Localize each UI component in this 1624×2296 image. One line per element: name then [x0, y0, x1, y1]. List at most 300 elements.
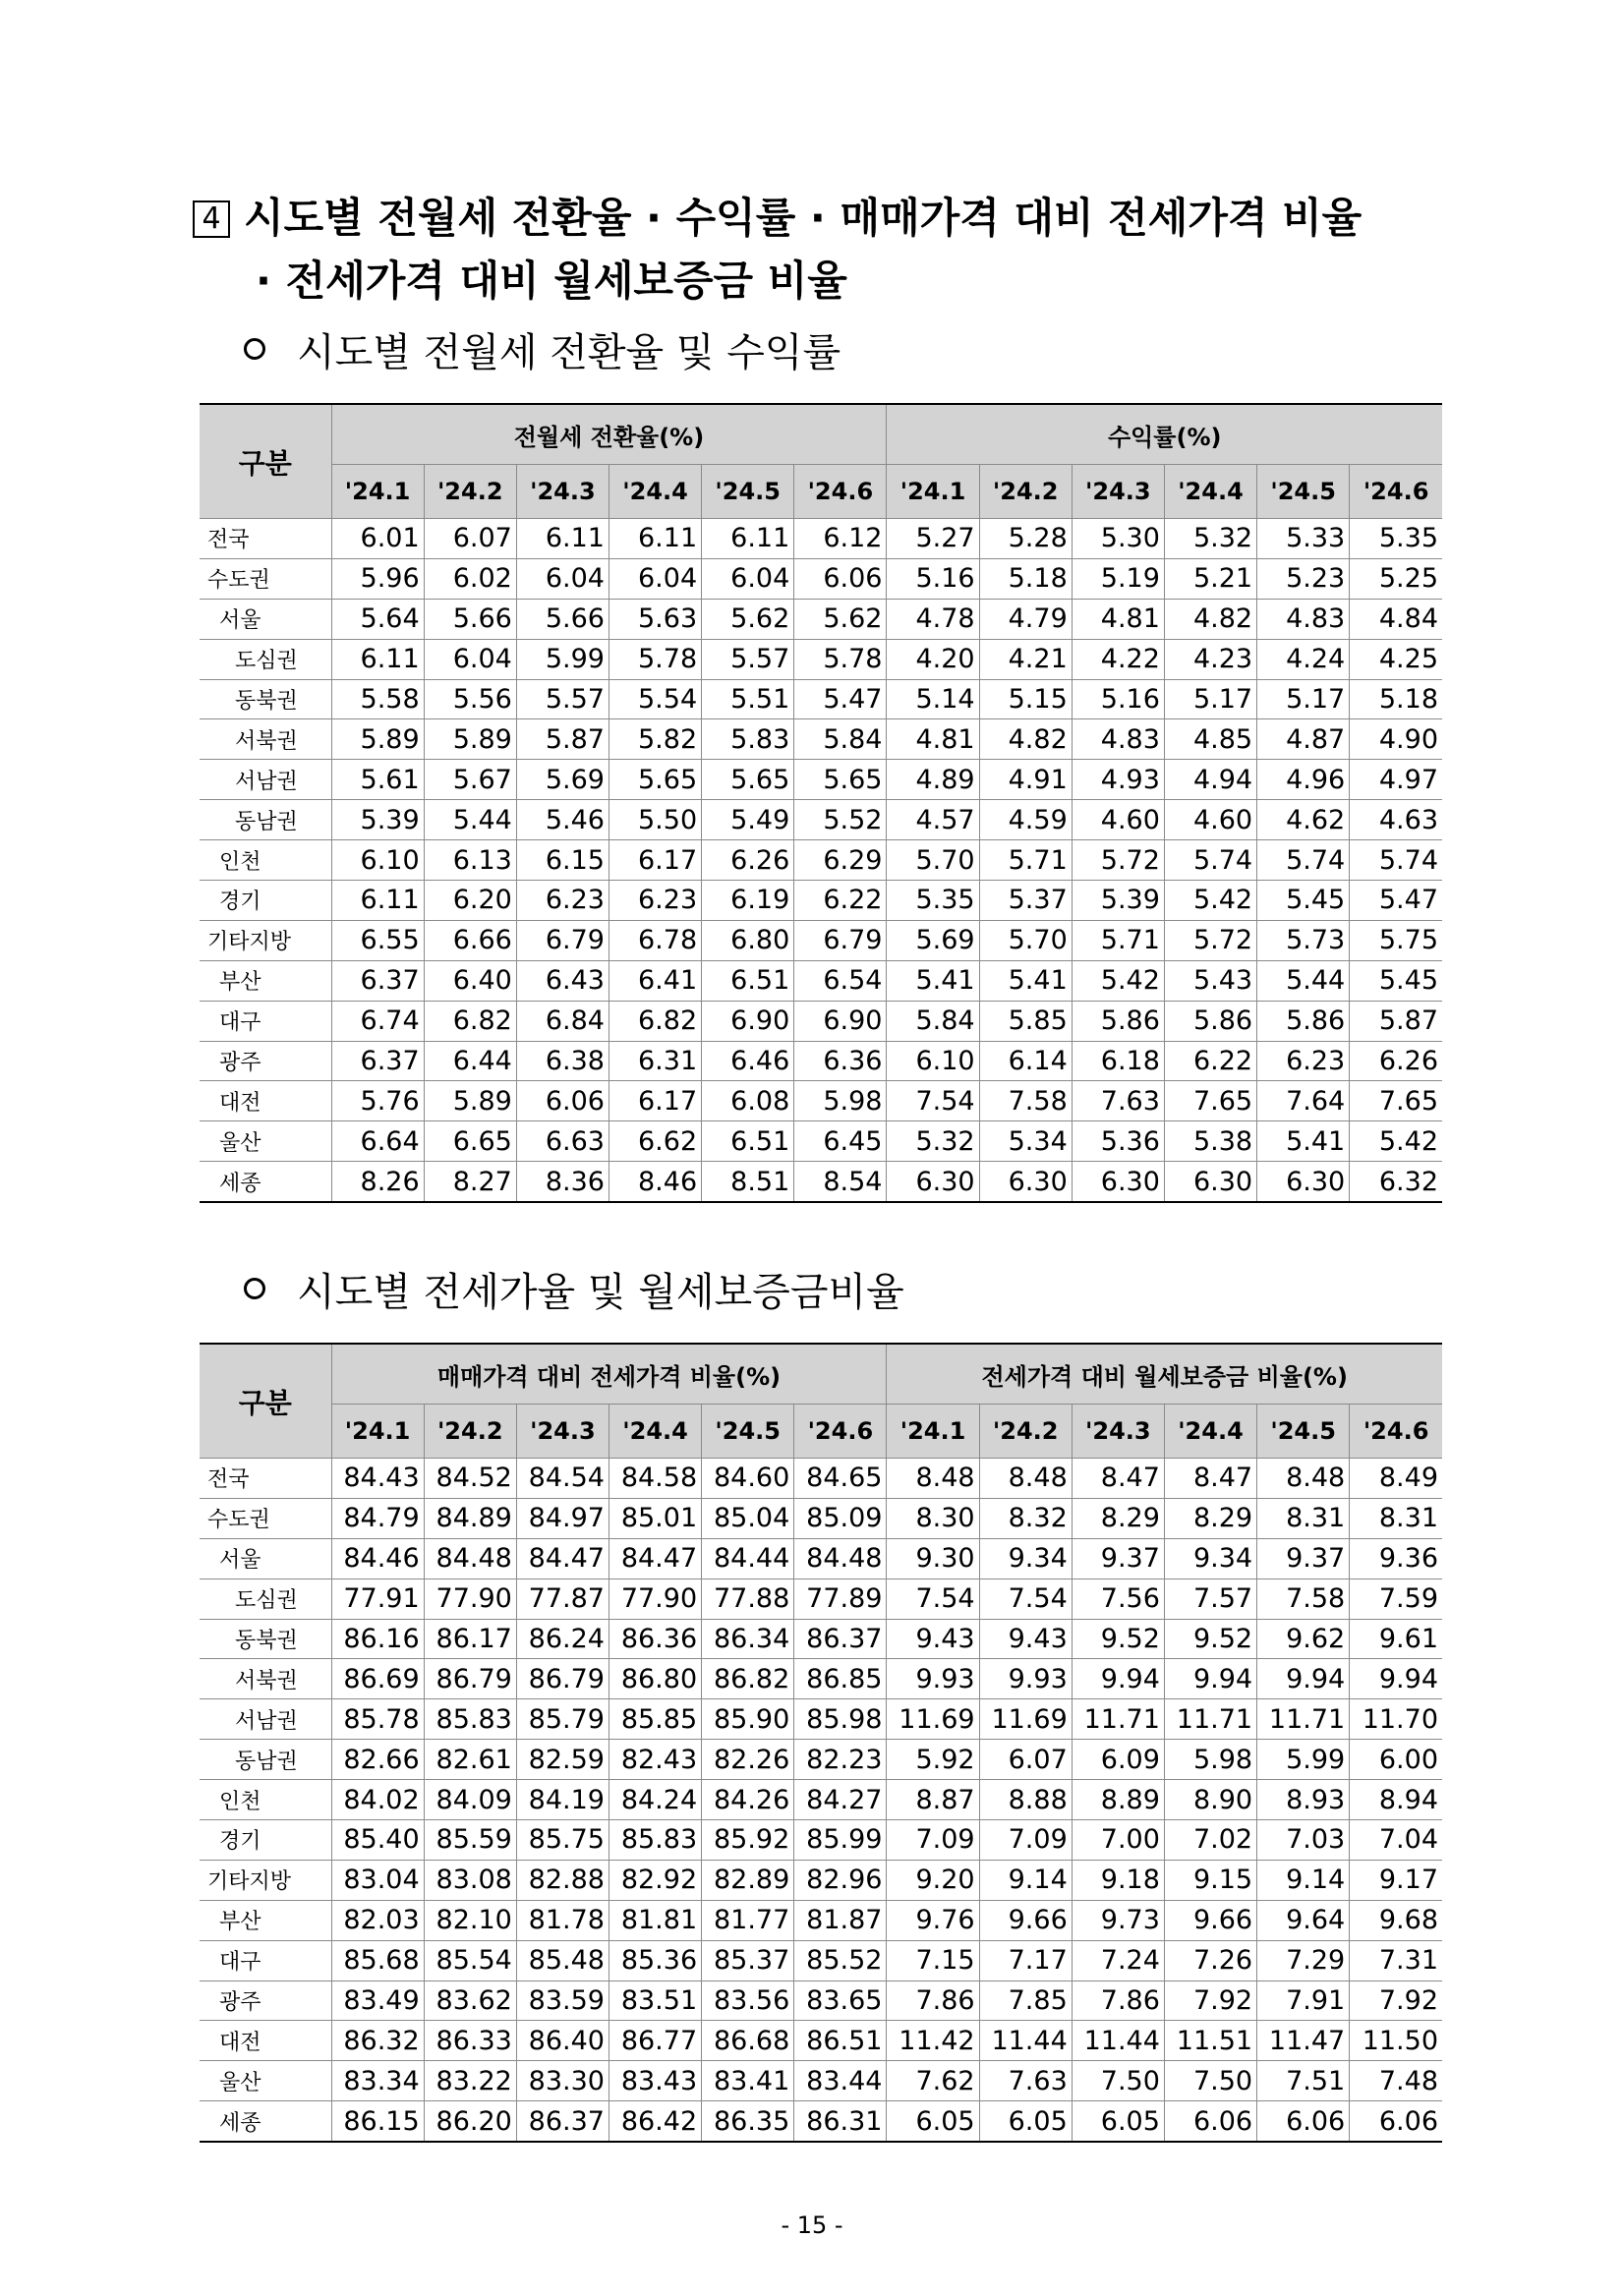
value-cell: 8.94 — [1350, 1780, 1442, 1820]
value-cell: 4.79 — [979, 599, 1072, 639]
value-cell: 6.90 — [794, 1001, 887, 1041]
value-cell: 4.81 — [887, 719, 979, 760]
value-cell: 85.83 — [424, 1699, 516, 1740]
value-cell: 86.82 — [702, 1659, 794, 1699]
table-row — [200, 1162, 1442, 1202]
group-header: 전월세 전환율(%) — [331, 404, 887, 465]
value-cell: 6.06 — [1164, 2101, 1256, 2142]
value-cell: 6.62 — [609, 1121, 701, 1162]
value-cell: 82.96 — [794, 1860, 887, 1900]
value-cell: 86.40 — [516, 2021, 609, 2061]
month-header: '24.1 — [331, 465, 424, 519]
month-header: '24.2 — [424, 1405, 516, 1459]
value-cell: 84.02 — [331, 1780, 424, 1820]
value-cell: 83.43 — [609, 2061, 701, 2101]
value-cell: 5.87 — [1350, 1001, 1442, 1041]
value-cell: 11.44 — [1072, 2021, 1164, 2061]
value-cell: 6.14 — [979, 1041, 1072, 1081]
month-header: '24.5 — [1257, 1405, 1350, 1459]
table-row — [200, 1940, 1442, 1980]
jeonse-ratio-table — [200, 1343, 1442, 2143]
value-cell: 8.88 — [979, 1780, 1072, 1820]
region-name: 도심권 — [200, 1578, 331, 1619]
region-name: 세종 — [200, 2101, 331, 2142]
value-cell: 11.71 — [1164, 1699, 1256, 1740]
value-cell: 8.48 — [1257, 1459, 1350, 1499]
value-cell: 7.54 — [979, 1578, 1072, 1619]
value-cell: 6.06 — [516, 1081, 609, 1121]
subtitle-conversion-rate — [244, 328, 841, 377]
value-cell: 84.19 — [516, 1780, 609, 1820]
value-cell: 6.00 — [1350, 1740, 1442, 1780]
value-cell: 5.66 — [516, 599, 609, 639]
value-cell: 86.16 — [331, 1619, 424, 1659]
value-cell: 85.92 — [702, 1820, 794, 1861]
value-cell: 82.61 — [424, 1740, 516, 1780]
value-cell: 83.44 — [794, 2061, 887, 2101]
value-cell: 83.41 — [702, 2061, 794, 2101]
region-name: 광주 — [200, 1041, 331, 1081]
value-cell: 6.04 — [516, 558, 609, 599]
month-header: '24.6 — [794, 465, 887, 519]
value-cell: 7.03 — [1257, 1820, 1350, 1861]
region-name: 동북권 — [200, 1619, 331, 1659]
value-cell: 8.29 — [1164, 1498, 1256, 1538]
value-cell: 5.38 — [1164, 1121, 1256, 1162]
value-cell: 7.92 — [1350, 1980, 1442, 2021]
value-cell: 4.24 — [1257, 639, 1350, 679]
value-cell: 4.59 — [979, 800, 1072, 840]
section-number-box: 4 — [193, 201, 230, 238]
value-cell: 5.17 — [1164, 679, 1256, 719]
table-row — [200, 1619, 1442, 1659]
region-name: 대구 — [200, 1940, 331, 1980]
value-cell: 4.25 — [1350, 639, 1442, 679]
value-cell: 9.14 — [1257, 1860, 1350, 1900]
value-cell: 5.23 — [1257, 558, 1350, 599]
value-cell: 6.10 — [331, 840, 424, 881]
value-cell: 5.89 — [424, 719, 516, 760]
group-header: 매매가격 대비 전세가격 비율(%) — [331, 1344, 887, 1405]
value-cell: 6.44 — [424, 1041, 516, 1081]
value-cell: 5.33 — [1257, 519, 1350, 559]
value-cell: 86.68 — [702, 2021, 794, 2061]
value-cell: 7.64 — [1257, 1081, 1350, 1121]
value-cell: 6.31 — [609, 1041, 701, 1081]
month-header: '24.6 — [794, 1405, 887, 1459]
value-cell: 7.63 — [979, 2061, 1072, 2101]
value-cell: 84.54 — [516, 1459, 609, 1499]
value-cell: 6.18 — [1072, 1041, 1164, 1081]
value-cell: 82.03 — [331, 1900, 424, 1940]
region-name: 울산 — [200, 1121, 331, 1162]
value-cell: 5.45 — [1350, 960, 1442, 1001]
value-cell: 6.10 — [887, 1041, 979, 1081]
value-cell: 8.32 — [979, 1498, 1072, 1538]
value-cell: 4.22 — [1072, 639, 1164, 679]
value-cell: 77.89 — [794, 1578, 887, 1619]
value-cell: 8.54 — [794, 1162, 887, 1202]
value-cell: 5.84 — [887, 1001, 979, 1041]
region-name: 부산 — [200, 1900, 331, 1940]
value-cell: 9.68 — [1350, 1900, 1442, 1940]
region-name: 인천 — [200, 1780, 331, 1820]
value-cell: 86.77 — [609, 2021, 701, 2061]
value-cell: 6.90 — [702, 1001, 794, 1041]
table-row — [200, 2021, 1442, 2061]
value-cell: 5.62 — [702, 599, 794, 639]
table-row — [200, 1001, 1442, 1041]
value-cell: 6.11 — [331, 881, 424, 921]
subtitle-text: 시도별 전세가율 및 월세보증금비율 — [297, 1270, 904, 1315]
region-name: 인천 — [200, 840, 331, 881]
value-cell: 9.36 — [1350, 1538, 1442, 1578]
value-cell: 6.84 — [516, 1001, 609, 1041]
value-cell: 5.39 — [1072, 881, 1164, 921]
value-cell: 84.60 — [702, 1459, 794, 1499]
table-row — [200, 920, 1442, 960]
value-cell: 7.86 — [1072, 1980, 1164, 2021]
value-cell: 5.44 — [424, 800, 516, 840]
month-header: '24.4 — [1164, 1405, 1256, 1459]
value-cell: 5.18 — [979, 558, 1072, 599]
value-cell: 6.02 — [424, 558, 516, 599]
value-cell: 5.74 — [1164, 840, 1256, 881]
value-cell: 6.82 — [424, 1001, 516, 1041]
value-cell: 9.93 — [979, 1659, 1072, 1699]
table-row — [200, 800, 1442, 840]
value-cell: 11.69 — [887, 1699, 979, 1740]
value-cell: 11.44 — [979, 2021, 1072, 2061]
value-cell: 6.41 — [609, 960, 701, 1001]
value-cell: 82.92 — [609, 1860, 701, 1900]
value-cell: 4.96 — [1257, 760, 1350, 800]
value-cell: 5.71 — [979, 840, 1072, 881]
value-cell: 5.34 — [979, 1121, 1072, 1162]
month-header: '24.1 — [887, 1405, 979, 1459]
value-cell: 5.65 — [702, 760, 794, 800]
value-cell: 5.67 — [424, 760, 516, 800]
value-cell: 5.69 — [516, 760, 609, 800]
region-name: 대전 — [200, 1081, 331, 1121]
value-cell: 5.46 — [516, 800, 609, 840]
table-row — [200, 1578, 1442, 1619]
value-cell: 6.05 — [979, 2101, 1072, 2142]
value-cell: 85.52 — [794, 1940, 887, 1980]
value-cell: 86.80 — [609, 1659, 701, 1699]
value-cell: 5.42 — [1350, 1121, 1442, 1162]
value-cell: 8.89 — [1072, 1780, 1164, 1820]
value-cell: 4.20 — [887, 639, 979, 679]
value-cell: 9.14 — [979, 1860, 1072, 1900]
table-row — [200, 679, 1442, 719]
value-cell: 82.23 — [794, 1740, 887, 1780]
value-cell: 77.88 — [702, 1578, 794, 1619]
value-cell: 6.38 — [516, 1041, 609, 1081]
value-cell: 77.87 — [516, 1578, 609, 1619]
month-header: '24.3 — [1072, 1405, 1164, 1459]
value-cell: 5.73 — [1257, 920, 1350, 960]
value-cell: 7.86 — [887, 1980, 979, 2021]
region-name: 전국 — [200, 1459, 331, 1499]
region-name: 동북권 — [200, 679, 331, 719]
value-cell: 77.90 — [609, 1578, 701, 1619]
value-cell: 6.04 — [609, 558, 701, 599]
value-cell: 8.90 — [1164, 1780, 1256, 1820]
value-cell: 86.37 — [794, 1619, 887, 1659]
value-cell: 82.89 — [702, 1860, 794, 1900]
value-cell: 5.47 — [1350, 881, 1442, 921]
value-cell: 4.62 — [1257, 800, 1350, 840]
value-cell: 5.28 — [979, 519, 1072, 559]
value-cell: 7.15 — [887, 1940, 979, 1980]
value-cell: 7.54 — [887, 1578, 979, 1619]
region-name: 서북권 — [200, 719, 331, 760]
value-cell: 83.04 — [331, 1860, 424, 1900]
value-cell: 4.63 — [1350, 800, 1442, 840]
value-cell: 8.30 — [887, 1498, 979, 1538]
value-cell: 5.65 — [609, 760, 701, 800]
value-cell: 6.79 — [794, 920, 887, 960]
value-cell: 8.27 — [424, 1162, 516, 1202]
value-cell: 8.36 — [516, 1162, 609, 1202]
value-cell: 5.89 — [331, 719, 424, 760]
value-cell: 9.94 — [1257, 1659, 1350, 1699]
value-cell: 6.23 — [609, 881, 701, 921]
value-cell: 85.09 — [794, 1498, 887, 1538]
value-cell: 9.94 — [1164, 1659, 1256, 1699]
value-cell: 4.57 — [887, 800, 979, 840]
page-number: - 15 - — [781, 2211, 843, 2239]
value-cell: 5.17 — [1257, 679, 1350, 719]
table-row — [200, 1740, 1442, 1780]
value-cell: 6.11 — [702, 519, 794, 559]
value-cell: 5.16 — [887, 558, 979, 599]
value-cell: 7.50 — [1164, 2061, 1256, 2101]
region-name: 동남권 — [200, 800, 331, 840]
value-cell: 5.27 — [887, 519, 979, 559]
value-cell: 8.48 — [979, 1459, 1072, 1499]
value-cell: 5.86 — [1164, 1001, 1256, 1041]
value-cell: 5.72 — [1072, 840, 1164, 881]
value-cell: 9.61 — [1350, 1619, 1442, 1659]
value-cell: 6.30 — [1257, 1162, 1350, 1202]
value-cell: 8.51 — [702, 1162, 794, 1202]
value-cell: 4.83 — [1072, 719, 1164, 760]
month-header: '24.4 — [1164, 465, 1256, 519]
value-cell: 9.43 — [979, 1619, 1072, 1659]
month-header: '24.4 — [609, 465, 701, 519]
region-name: 동남권 — [200, 1740, 331, 1780]
table-row — [200, 639, 1442, 679]
value-cell: 7.63 — [1072, 1081, 1164, 1121]
value-cell: 5.42 — [1164, 881, 1256, 921]
value-cell: 6.11 — [516, 519, 609, 559]
value-cell: 4.85 — [1164, 719, 1256, 760]
value-cell: 82.43 — [609, 1740, 701, 1780]
value-cell: 6.78 — [609, 920, 701, 960]
table-row — [200, 1900, 1442, 1940]
value-cell: 9.52 — [1164, 1619, 1256, 1659]
table-row — [200, 2061, 1442, 2101]
value-cell: 6.06 — [1257, 2101, 1350, 2142]
value-cell: 6.36 — [794, 1041, 887, 1081]
value-cell: 7.58 — [979, 1081, 1072, 1121]
value-cell: 84.48 — [424, 1538, 516, 1578]
month-header: '24.3 — [516, 465, 609, 519]
value-cell: 4.60 — [1072, 800, 1164, 840]
value-cell: 83.22 — [424, 2061, 516, 2101]
table-row — [200, 719, 1442, 760]
value-cell: 84.47 — [516, 1538, 609, 1578]
value-cell: 9.17 — [1350, 1860, 1442, 1900]
value-cell: 9.37 — [1072, 1538, 1164, 1578]
value-cell: 86.34 — [702, 1619, 794, 1659]
value-cell: 6.46 — [702, 1041, 794, 1081]
value-cell: 9.76 — [887, 1900, 979, 1940]
value-cell: 6.79 — [516, 920, 609, 960]
value-cell: 84.48 — [794, 1538, 887, 1578]
conversion-yield-table — [200, 403, 1442, 1203]
value-cell: 86.79 — [516, 1659, 609, 1699]
value-cell: 84.97 — [516, 1498, 609, 1538]
month-header: '24.5 — [1257, 465, 1350, 519]
region-name: 경기 — [200, 881, 331, 921]
value-cell: 4.97 — [1350, 760, 1442, 800]
value-cell: 5.70 — [887, 840, 979, 881]
value-cell: 86.32 — [331, 2021, 424, 2061]
value-cell: 83.51 — [609, 1980, 701, 2021]
value-cell: 9.93 — [887, 1659, 979, 1699]
table-row — [200, 599, 1442, 639]
region-name: 서울 — [200, 599, 331, 639]
value-cell: 7.56 — [1072, 1578, 1164, 1619]
value-cell: 6.37 — [331, 960, 424, 1001]
value-cell: 86.33 — [424, 2021, 516, 2061]
value-cell: 5.50 — [609, 800, 701, 840]
section-heading — [193, 187, 1471, 313]
value-cell: 82.59 — [516, 1740, 609, 1780]
table-row — [200, 1659, 1442, 1699]
region-name: 서북권 — [200, 1659, 331, 1699]
value-cell: 5.98 — [794, 1081, 887, 1121]
value-cell: 7.54 — [887, 1081, 979, 1121]
value-cell: 5.21 — [1164, 558, 1256, 599]
table-corner-label: 구분 — [200, 404, 331, 519]
value-cell: 8.31 — [1257, 1498, 1350, 1538]
value-cell: 4.93 — [1072, 760, 1164, 800]
value-cell: 5.25 — [1350, 558, 1442, 599]
value-cell: 6.09 — [1072, 1740, 1164, 1780]
value-cell: 6.05 — [1072, 2101, 1164, 2142]
table-row — [200, 1538, 1442, 1578]
value-cell: 6.19 — [702, 881, 794, 921]
value-cell: 5.42 — [1072, 960, 1164, 1001]
value-cell: 6.51 — [702, 960, 794, 1001]
value-cell: 86.35 — [702, 2101, 794, 2142]
value-cell: 6.26 — [1350, 1041, 1442, 1081]
value-cell: 5.41 — [887, 960, 979, 1001]
value-cell: 6.20 — [424, 881, 516, 921]
value-cell: 5.39 — [331, 800, 424, 840]
value-cell: 4.21 — [979, 639, 1072, 679]
value-cell: 5.76 — [331, 1081, 424, 1121]
value-cell: 4.78 — [887, 599, 979, 639]
value-cell: 8.48 — [887, 1459, 979, 1499]
table-row — [200, 1498, 1442, 1538]
value-cell: 85.78 — [331, 1699, 424, 1740]
value-cell: 9.20 — [887, 1860, 979, 1900]
value-cell: 5.99 — [1257, 1740, 1350, 1780]
month-header: '24.2 — [979, 1405, 1072, 1459]
value-cell: 6.06 — [1350, 2101, 1442, 2142]
value-cell: 77.91 — [331, 1578, 424, 1619]
value-cell: 86.31 — [794, 2101, 887, 2142]
value-cell: 5.51 — [702, 679, 794, 719]
value-cell: 8.47 — [1164, 1459, 1256, 1499]
value-cell: 6.04 — [702, 558, 794, 599]
value-cell: 7.31 — [1350, 1940, 1442, 1980]
value-cell: 6.30 — [1164, 1162, 1256, 1202]
value-cell: 7.51 — [1257, 2061, 1350, 2101]
value-cell: 6.43 — [516, 960, 609, 1001]
value-cell: 7.50 — [1072, 2061, 1164, 2101]
value-cell: 5.62 — [794, 599, 887, 639]
value-cell: 7.92 — [1164, 1980, 1256, 2021]
value-cell: 5.44 — [1257, 960, 1350, 1001]
month-header: '24.6 — [1350, 465, 1442, 519]
value-cell: 83.62 — [424, 1980, 516, 2021]
value-cell: 5.58 — [331, 679, 424, 719]
value-cell: 83.34 — [331, 2061, 424, 2101]
value-cell: 5.98 — [1164, 1740, 1256, 1780]
value-cell: 6.82 — [609, 1001, 701, 1041]
table-row — [200, 558, 1442, 599]
table-row — [200, 1081, 1442, 1121]
value-cell: 81.87 — [794, 1900, 887, 1940]
month-header: '24.4 — [609, 1405, 701, 1459]
value-cell: 9.43 — [887, 1619, 979, 1659]
value-cell: 9.62 — [1257, 1619, 1350, 1659]
region-name: 광주 — [200, 1980, 331, 2021]
value-cell: 6.30 — [887, 1162, 979, 1202]
value-cell: 4.94 — [1164, 760, 1256, 800]
value-cell: 5.63 — [609, 599, 701, 639]
month-header: '24.1 — [331, 1405, 424, 1459]
value-cell: 5.82 — [609, 719, 701, 760]
value-cell: 11.70 — [1350, 1699, 1442, 1740]
value-cell: 85.85 — [609, 1699, 701, 1740]
circle-bullet-icon — [244, 1278, 265, 1299]
value-cell: 6.23 — [516, 881, 609, 921]
value-cell: 85.48 — [516, 1940, 609, 1980]
value-cell: 5.36 — [1072, 1121, 1164, 1162]
value-cell: 84.09 — [424, 1780, 516, 1820]
value-cell: 77.90 — [424, 1578, 516, 1619]
value-cell: 6.64 — [331, 1121, 424, 1162]
month-header: '24.1 — [887, 465, 979, 519]
value-cell: 5.52 — [794, 800, 887, 840]
value-cell: 6.17 — [609, 1081, 701, 1121]
region-name: 기타지방 — [200, 1860, 331, 1900]
value-cell: 5.89 — [424, 1081, 516, 1121]
value-cell: 5.70 — [979, 920, 1072, 960]
value-cell: 84.79 — [331, 1498, 424, 1538]
value-cell: 9.30 — [887, 1538, 979, 1578]
value-cell: 6.11 — [331, 639, 424, 679]
region-name: 수도권 — [200, 1498, 331, 1538]
heading-text-1: 시도별 전월세 전환율 · 수익률 · 매매가격 대비 전세가격 비율 — [244, 194, 1363, 242]
